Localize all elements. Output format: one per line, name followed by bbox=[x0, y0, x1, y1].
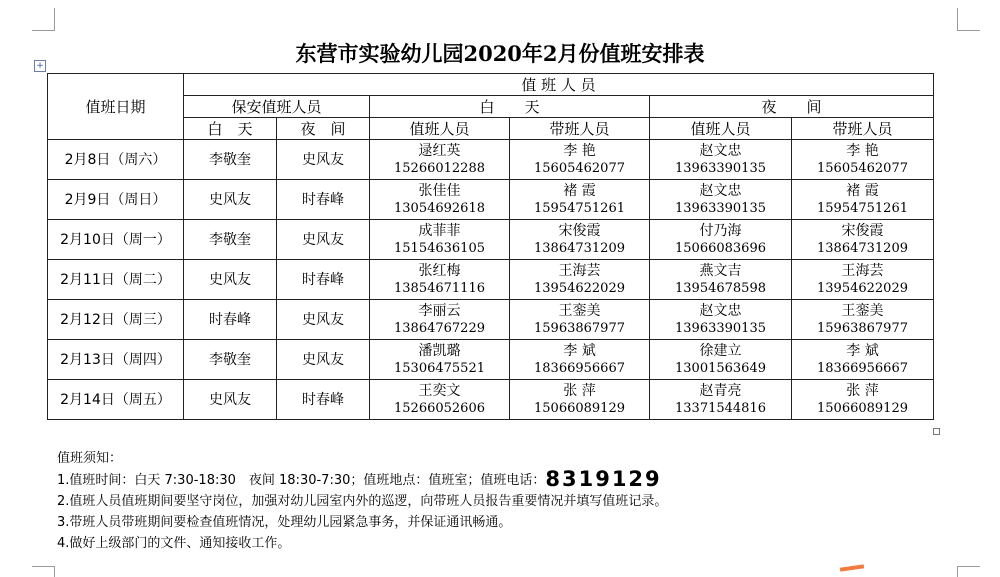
person-name: 成菲菲 bbox=[418, 222, 461, 239]
header-day-duty: 值班人员 bbox=[370, 118, 510, 140]
duty-phone-number: 8319129 bbox=[545, 467, 662, 491]
person-phone: 13001563649 bbox=[675, 360, 766, 376]
day-duty-cell bbox=[370, 140, 510, 180]
person-name: 燕文吉 bbox=[699, 262, 742, 279]
person-name: 逯红英 bbox=[418, 142, 461, 159]
header-night: 夜 间 bbox=[650, 96, 934, 118]
table-row bbox=[48, 220, 934, 260]
night-duty-cell bbox=[650, 340, 792, 380]
night-lead-cell bbox=[792, 380, 934, 420]
day-duty-cell bbox=[370, 340, 510, 380]
person-name: 张 萍 bbox=[563, 382, 596, 399]
person-name: 王銮美 bbox=[841, 302, 884, 319]
person-phone: 15954751261 bbox=[817, 200, 908, 216]
person-phone: 15963867977 bbox=[534, 320, 625, 336]
person-name: 王奕文 bbox=[418, 382, 461, 399]
night-duty-cell bbox=[650, 300, 792, 340]
table-row bbox=[48, 340, 934, 380]
notes-line-3: 3.带班人员带班期间要检查值班情况，处理幼儿园紧急事务，并保证通讯畅通。 bbox=[57, 515, 512, 530]
person-name: 李 斌 bbox=[563, 342, 596, 359]
table-row bbox=[48, 180, 934, 220]
person-name: 李 艳 bbox=[846, 142, 879, 159]
date-cell: 2月11日（周二） bbox=[48, 260, 184, 300]
header-night-lead: 带班人员 bbox=[792, 118, 934, 140]
day-duty-cell bbox=[370, 380, 510, 420]
night-duty-cell bbox=[650, 260, 792, 300]
person-name: 赵文忠 bbox=[699, 302, 742, 319]
day-lead-cell bbox=[510, 260, 650, 300]
table-resize-handle[interactable] bbox=[933, 428, 940, 435]
security-day-cell: 时春峰 bbox=[184, 300, 277, 340]
date-cell: 2月8日（周六） bbox=[48, 140, 184, 180]
day-lead-cell bbox=[510, 380, 650, 420]
day-lead-cell bbox=[510, 300, 650, 340]
person-name: 赵文忠 bbox=[699, 182, 742, 199]
night-lead-cell bbox=[792, 300, 934, 340]
day-duty-cell bbox=[370, 260, 510, 300]
notes-heading: 值班须知： bbox=[57, 451, 123, 466]
person-phone: 15066089129 bbox=[817, 400, 908, 416]
person-name: 张红梅 bbox=[418, 262, 461, 279]
document-title: 东营市实验幼儿园2020年2月份值班安排表 bbox=[295, 41, 705, 66]
security-night-cell: 时春峰 bbox=[277, 260, 370, 300]
person-phone: 13371544816 bbox=[675, 400, 766, 416]
security-night-cell: 时春峰 bbox=[277, 180, 370, 220]
day-lead-cell bbox=[510, 220, 650, 260]
table-row bbox=[48, 260, 934, 300]
night-duty-cell bbox=[650, 180, 792, 220]
night-duty-cell bbox=[650, 220, 792, 260]
person-phone: 15266012288 bbox=[394, 160, 485, 176]
header-security-night: 夜 间 bbox=[277, 118, 370, 140]
table-row bbox=[48, 300, 934, 340]
person-phone: 15066089129 bbox=[534, 400, 625, 416]
day-lead-cell bbox=[510, 180, 650, 220]
night-lead-cell bbox=[792, 180, 934, 220]
security-day-cell: 史风友 bbox=[184, 180, 277, 220]
person-name: 李 艳 bbox=[563, 142, 596, 159]
security-night-cell: 史风友 bbox=[277, 300, 370, 340]
night-lead-cell bbox=[792, 260, 934, 300]
security-night-cell: 时春峰 bbox=[277, 380, 370, 420]
person-phone: 13954622029 bbox=[534, 280, 625, 296]
date-cell: 2月10日（周一） bbox=[48, 220, 184, 260]
person-name: 王海芸 bbox=[841, 262, 884, 279]
person-phone: 13954678598 bbox=[675, 280, 766, 296]
page-corner-mark bbox=[957, 8, 980, 31]
person-phone: 13963390135 bbox=[675, 160, 766, 176]
security-night-cell: 史风友 bbox=[277, 140, 370, 180]
decorative-mark bbox=[840, 564, 864, 571]
notes-line-1 bbox=[57, 469, 957, 491]
night-lead-cell bbox=[792, 340, 934, 380]
security-day-cell: 史风友 bbox=[184, 260, 277, 300]
header-night-duty: 值班人员 bbox=[650, 118, 792, 140]
person-name: 褚 霞 bbox=[563, 182, 596, 199]
person-name: 徐建立 bbox=[699, 342, 742, 359]
security-day-cell: 李敬奎 bbox=[184, 220, 277, 260]
day-lead-cell bbox=[510, 140, 650, 180]
security-night-cell: 史风友 bbox=[277, 340, 370, 380]
person-name: 张佳佳 bbox=[418, 182, 461, 199]
header-security: 保安值班人员 bbox=[184, 96, 370, 118]
person-phone: 13963390135 bbox=[675, 200, 766, 216]
day-duty-cell bbox=[370, 300, 510, 340]
person-phone: 15306475521 bbox=[394, 360, 485, 376]
person-name: 潘凯璐 bbox=[418, 342, 461, 359]
person-name: 王銮美 bbox=[558, 302, 601, 319]
night-duty-cell bbox=[650, 380, 792, 420]
page-corner-mark bbox=[957, 566, 980, 577]
notes-line-4: 4.做好上级部门的文件、通知接收工作。 bbox=[57, 536, 291, 551]
person-name: 宋俊霞 bbox=[841, 222, 884, 239]
day-lead-cell bbox=[510, 340, 650, 380]
person-name: 李 斌 bbox=[846, 342, 879, 359]
security-day-cell: 李敬奎 bbox=[184, 340, 277, 380]
person-phone: 15954751261 bbox=[534, 200, 625, 216]
night-duty-cell bbox=[650, 140, 792, 180]
person-phone: 15605462077 bbox=[817, 160, 908, 176]
security-night-cell: 史风友 bbox=[277, 220, 370, 260]
person-name: 褚 霞 bbox=[846, 182, 879, 199]
notes-line-1-text: 1.值班时间：白天 7:30-18:30 夜间 18:30-7:30；值班地点：值班室；值班电话： bbox=[57, 473, 546, 488]
person-phone: 13864731209 bbox=[817, 240, 908, 256]
duty-notes bbox=[57, 448, 957, 554]
date-cell: 2月12日（周三） bbox=[48, 300, 184, 340]
table-row bbox=[48, 380, 934, 420]
header-day-lead: 带班人员 bbox=[510, 118, 650, 140]
table-move-handle-icon[interactable]: + bbox=[34, 60, 46, 72]
header-date: 值班日期 bbox=[48, 74, 184, 140]
person-name: 宋俊霞 bbox=[558, 222, 601, 239]
night-lead-cell bbox=[792, 140, 934, 180]
person-name: 赵文忠 bbox=[699, 142, 742, 159]
person-phone: 13864731209 bbox=[534, 240, 625, 256]
person-phone: 15605462077 bbox=[534, 160, 625, 176]
person-phone: 13954622029 bbox=[817, 280, 908, 296]
person-phone: 18366956667 bbox=[534, 360, 625, 376]
person-name: 王海芸 bbox=[558, 262, 601, 279]
person-name: 李丽云 bbox=[418, 302, 461, 319]
duty-schedule-table bbox=[47, 73, 934, 420]
header-staff: 值 班 人 员 bbox=[184, 74, 934, 96]
header-day: 白 天 bbox=[370, 96, 650, 118]
security-day-cell: 李敬奎 bbox=[184, 140, 277, 180]
person-phone: 13864767229 bbox=[394, 320, 485, 336]
person-name: 赵青亮 bbox=[699, 382, 742, 399]
table-row bbox=[48, 140, 934, 180]
person-phone: 15066083696 bbox=[675, 240, 766, 256]
person-phone: 15266052606 bbox=[394, 400, 485, 416]
security-day-cell: 史风友 bbox=[184, 380, 277, 420]
person-phone: 18366956667 bbox=[817, 360, 908, 376]
person-phone: 13963390135 bbox=[675, 320, 766, 336]
person-name: 付乃海 bbox=[699, 222, 742, 239]
date-cell: 2月14日（周五） bbox=[48, 380, 184, 420]
person-phone: 13054692618 bbox=[394, 200, 485, 216]
night-lead-cell bbox=[792, 220, 934, 260]
page-corner-mark bbox=[32, 566, 55, 577]
page-corner-mark bbox=[32, 8, 55, 31]
date-cell: 2月13日（周四） bbox=[48, 340, 184, 380]
person-phone: 15963867977 bbox=[817, 320, 908, 336]
person-name: 张 萍 bbox=[846, 382, 879, 399]
date-cell: 2月9日（周日） bbox=[48, 180, 184, 220]
person-phone: 13854671116 bbox=[394, 280, 485, 296]
header-security-day: 白 天 bbox=[184, 118, 277, 140]
person-phone: 15154636105 bbox=[394, 240, 485, 256]
notes-line-2: 2.值班人员值班期间要坚守岗位，加强对幼儿园室内外的巡逻，向带班人员报告重要情况并填写值班记录。 bbox=[57, 494, 668, 509]
day-duty-cell bbox=[370, 220, 510, 260]
day-duty-cell bbox=[370, 180, 510, 220]
